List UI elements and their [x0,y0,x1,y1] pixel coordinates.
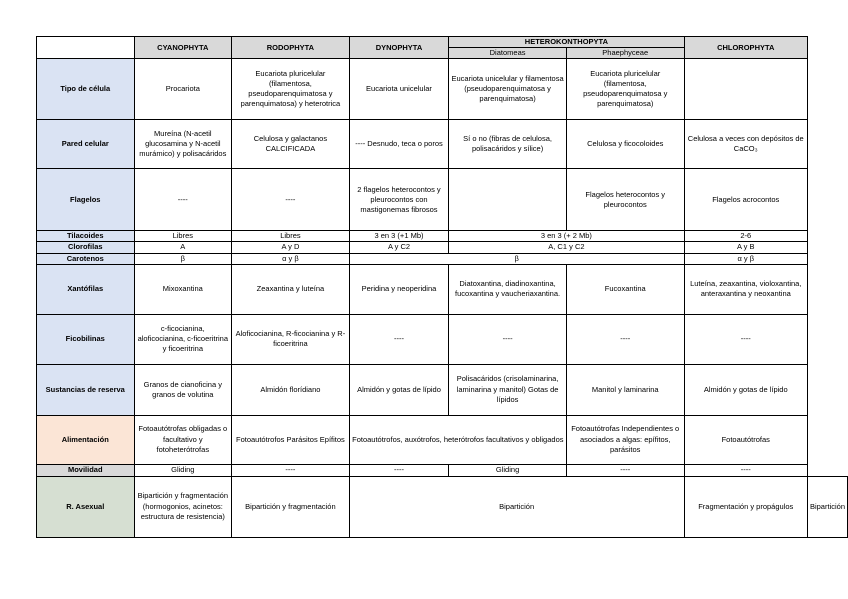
table-cell: Almidón y gotas de lípido [349,364,449,415]
table-cell: Almidón y gotas de lípido [684,364,807,415]
table-cell: 3 en 3 (+1 Mb) [349,231,449,242]
table-row [37,464,848,476]
table-row [37,59,848,120]
table-cell: Flagelos acrocontos [684,169,807,231]
table-cell: c-ficocianina, aloficocianina, c-ficoeritrina y ficoeritrina [134,314,232,364]
table-cell: Flagelos heterocontos y pleurocontos [566,169,684,231]
table-cell: Mixoxantina [134,264,232,314]
table-cell: A, C1 y C2 [449,242,684,253]
subheader-diatomeas: Diatomeas [449,48,567,59]
table-row [37,364,848,415]
row-label: Ficobilinas [37,314,135,364]
table-cell: Zeaxantina y luteína [232,264,350,314]
table-cell: Celulosa a veces con depósitos de CaCO₃ [684,120,807,169]
table-cell [449,169,567,231]
row-label: Tilacoides [37,231,135,242]
table-cell: Fragmentación y propágulos [684,476,807,537]
table-cell: Fotoautótrofos, auxótrofos, heterótrofos facultativos y obligados [349,415,566,464]
table-cell: Procariota [134,59,232,120]
table-row [37,120,848,169]
table-cell: Sí o no (fibras de celulosa, polisacáridos y sílice) [449,120,567,169]
table-cell: ---- [566,464,684,476]
table-cell: Gliding [449,464,567,476]
header-dynophyta: DYNOPHYTA [349,37,449,59]
table-cell: A y C2 [349,242,449,253]
table-row [37,476,848,537]
table-cell: Bipartición y fragmentación (hormogonios, acinetos: estructura de resistencia) [134,476,232,537]
table-row [37,415,848,464]
row-label: Movilidad [37,464,135,476]
table-row [37,253,848,264]
table-cell: ---- [232,464,350,476]
table-cell: Peridina y neoperidina [349,264,449,314]
table-cell: Libres [232,231,350,242]
table-cell: β [349,253,684,264]
row-label: Pared celular [37,120,135,169]
table-cell: Eucariota unicelular [349,59,449,120]
table-cell: ---- [232,169,350,231]
table-cell: α y β [684,253,807,264]
row-label: R. Asexual [37,476,135,537]
row-label: Carotenos [37,253,135,264]
table-row [37,264,848,314]
table-cell: A y D [232,242,350,253]
table-row [37,314,848,364]
table-cell: Eucariota pluricelular (filamentosa, pseudoparenquimatosa y parenquimatosa) y heterotrica [232,59,350,120]
table-cell: 2-6 [684,231,807,242]
table-cell: Almidón florídiano [232,364,350,415]
table-cell: Diatoxantina, diadinoxantina, fucoxantina y vaucheriaxantina. [449,264,567,314]
table-row [37,231,848,242]
table-cell: Libres [134,231,232,242]
table-cell: Fotoautótrofas obligadas o facultativo y fotoheterótrofas [134,415,232,464]
table-cell: Gliding [134,464,232,476]
table-cell: Aloficocianina, R-ficocianina y R-ficoeritrina [232,314,350,364]
table-cell: Celulosa y ficocoloides [566,120,684,169]
table-cell: Eucariota unicelular y filamentosa (pseudoparenquimatosa y parenquimatosa) [449,59,567,120]
header-rodophyta: RODOPHYTA [232,37,350,59]
table-cell: ---- [684,314,807,364]
table-row [37,169,848,231]
table-cell: Mureína (N-acetil glucosamina y N-acetil murámico) y polisacáridos [134,120,232,169]
row-label: Alimentación [37,415,135,464]
table-cell: Celulosa y galactanos CALCIFICADA [232,120,350,169]
table-cell: ---- [684,464,807,476]
table-cell [684,59,807,120]
table-cell: Bipartición [349,476,684,537]
table-cell: α y β [232,253,350,264]
table-cell: ---- [349,464,449,476]
table-cell: Bipartición [807,476,847,537]
table-cell: Fucoxantina [566,264,684,314]
table-cell: Eucariota pluricelular (filamentosa, pseudoparenquimatosa y parenquimatosa) [566,59,684,120]
table-cell: ---- [566,314,684,364]
table-cell: ---- [134,169,232,231]
table-cell: ---- [449,314,567,364]
row-label: Sustancias de reserva [37,364,135,415]
table-cell: Polisacáridos (crisolaminarina, laminarina y manitol) Gotas de lípidos [449,364,567,415]
table-cell: Granos de cianoficina y granos de volutina [134,364,232,415]
table-cell: Manitol y laminarina [566,364,684,415]
row-label: Clorofilas [37,242,135,253]
header-cyanophyta: CYANOPHYTA [134,37,232,59]
table-cell: Fotoautótrofas Independientes o asociados a algas: epífitos, parásitos [566,415,684,464]
table-cell: β [134,253,232,264]
table-cell: ---- Desnudo, teca o poros [349,120,449,169]
subheader-phaephyceae: Phaephyceae [566,48,684,59]
table-cell: 3 en 3 (+ 2 Mb) [449,231,684,242]
table-cell: Fotoautótrofos Parásitos Epífitos [232,415,350,464]
algae-comparison-table [36,36,848,538]
corner-cell [37,37,135,59]
header-heterokonthopyta: HETEROKONTHOPYTA [449,37,684,48]
table-cell: 2 flagelos heterocontos y pleurocontos con mastigonemas fibrosos [349,169,449,231]
table-cell: A y B [684,242,807,253]
row-label: Tipo de célula [37,59,135,120]
table-cell: Bipartición y fragmentación [232,476,350,537]
table-row [37,242,848,253]
table-cell: A [134,242,232,253]
table-cell: ---- [349,314,449,364]
table-cell: Luteína, zeaxantina, violoxantina, anteraxantina y neoxantina [684,264,807,314]
table-cell: Fotoautótrofas [684,415,807,464]
header-chlorophyta: CHLOROPHYTA [684,37,807,59]
row-label: Xantófilas [37,264,135,314]
row-label: Flagelos [37,169,135,231]
